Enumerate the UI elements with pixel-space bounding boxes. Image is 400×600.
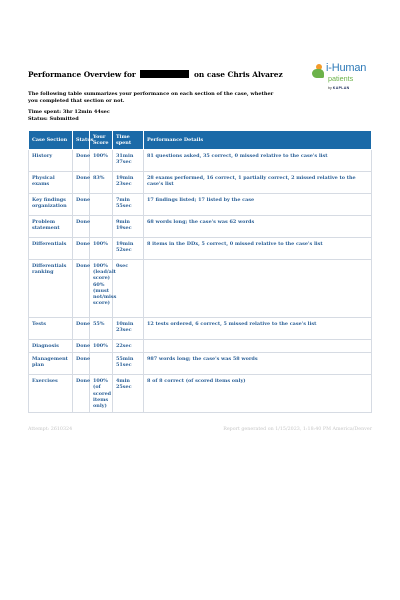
cell-section: Problem statement bbox=[29, 216, 73, 238]
cell-details: 8 items in the DDx, 5 correct, 0 missed relative to the case's list bbox=[144, 238, 372, 260]
cell-time: 9min 19sec bbox=[113, 216, 144, 238]
cell-score: 100% bbox=[90, 238, 113, 260]
cell-status: Done bbox=[73, 260, 90, 318]
table-row bbox=[29, 150, 372, 172]
cell-score: 55% bbox=[90, 318, 113, 340]
cell-score bbox=[90, 194, 113, 216]
cell-status: Done bbox=[73, 194, 90, 216]
table-row bbox=[29, 353, 372, 375]
table-row bbox=[29, 172, 372, 194]
table-row bbox=[29, 194, 372, 216]
table-row bbox=[29, 216, 372, 238]
cell-details: 8 of 8 correct (of scored items only) bbox=[144, 375, 372, 413]
cell-time: 4min 25sec bbox=[113, 375, 144, 413]
cell-section: Diagnosis bbox=[29, 340, 73, 353]
cell-status: Done bbox=[73, 150, 90, 172]
cell-time: 7min 55sec bbox=[113, 194, 144, 216]
header-status: Status bbox=[73, 131, 90, 150]
cell-section: Exercises bbox=[29, 375, 73, 413]
ihuman-logo bbox=[310, 62, 372, 102]
table-row bbox=[29, 318, 372, 340]
cell-status: Done bbox=[73, 375, 90, 413]
title-row bbox=[28, 62, 372, 90]
cell-score: 100% (of scored items only) bbox=[90, 375, 113, 413]
cell-score: 83% bbox=[90, 172, 113, 194]
header-case-section: Case Section bbox=[29, 131, 73, 150]
cell-details: 17 findings listed; 17 listed by the case bbox=[144, 194, 372, 216]
cell-status: Done bbox=[73, 318, 90, 340]
cell-details: 12 tests ordered, 6 correct, 5 missed relative to the case's list bbox=[144, 318, 372, 340]
performance-table bbox=[28, 130, 372, 413]
logo-mark-icon bbox=[312, 64, 326, 78]
report-generated: Report generated on 1/15/2023, 1:18:40 PM America/Denver bbox=[223, 427, 372, 433]
cell-time: 31min 37sec bbox=[113, 150, 144, 172]
report-page bbox=[28, 62, 372, 437]
cell-time: 22sec bbox=[113, 340, 144, 353]
cell-time: 55min 51sec bbox=[113, 353, 144, 375]
header-score: Your Score bbox=[90, 131, 113, 150]
cell-section: History bbox=[29, 150, 73, 172]
table-body bbox=[29, 150, 372, 413]
cell-section: Management plan bbox=[29, 353, 73, 375]
cell-details: 68 words long; the case's was 62 words bbox=[144, 216, 372, 238]
cell-score bbox=[90, 216, 113, 238]
cell-status: Done bbox=[73, 340, 90, 353]
logo-word-patients: patients bbox=[328, 74, 354, 83]
status-text: Status: Submitted bbox=[28, 116, 79, 122]
table-header-row bbox=[29, 131, 372, 150]
cell-time: 0sec bbox=[113, 260, 144, 318]
cell-status: Done bbox=[73, 353, 90, 375]
attempt-id: Attempt: 2610324 bbox=[28, 427, 73, 433]
cell-details: 28 exams performed, 16 correct, 1 partially correct, 2 missed relative to the case's list bbox=[144, 172, 372, 194]
cell-score: 100% bbox=[90, 150, 113, 172]
cell-status: Done bbox=[73, 238, 90, 260]
time-spent: Time spent: 3hr 12min 44sec bbox=[28, 109, 110, 115]
table-row bbox=[29, 340, 372, 353]
cell-section: Key findings organization bbox=[29, 194, 73, 216]
header-details: Performance Details bbox=[144, 131, 372, 150]
table-row bbox=[29, 238, 372, 260]
cell-time: 19min 52sec bbox=[113, 238, 144, 260]
cell-time: 10min 23sec bbox=[113, 318, 144, 340]
title-prefix: Performance Overview for bbox=[28, 70, 136, 79]
cell-details bbox=[144, 260, 372, 318]
cell-section: Differentials ranking bbox=[29, 260, 73, 318]
header-time: Time spent bbox=[113, 131, 144, 150]
redacted-name bbox=[140, 70, 189, 78]
intro-text: The following table summarizes your performance on each section of the case, whether you completed that section or not. bbox=[28, 91, 274, 104]
logo-byline: by KAPLAN bbox=[328, 86, 350, 90]
cell-details: 81 questions asked, 35 correct, 0 missed relative to the case's list bbox=[144, 150, 372, 172]
cell-section: Tests bbox=[29, 318, 73, 340]
cell-score: 100% bbox=[90, 340, 113, 353]
cell-section: Physical exams bbox=[29, 172, 73, 194]
table-row bbox=[29, 375, 372, 413]
meta-block bbox=[28, 109, 372, 123]
cell-details: 987 words long; the case's was 58 words bbox=[144, 353, 372, 375]
logo-word-human: i-Human bbox=[326, 62, 367, 74]
page-title bbox=[28, 70, 283, 79]
cell-details bbox=[144, 340, 372, 353]
cell-section: Differentials bbox=[29, 238, 73, 260]
cell-status: Done bbox=[73, 172, 90, 194]
title-suffix: on case Chris Alvarez bbox=[193, 70, 283, 79]
table-row bbox=[29, 260, 372, 318]
cell-time: 19min 23sec bbox=[113, 172, 144, 194]
footer bbox=[28, 427, 372, 437]
cell-score bbox=[90, 353, 113, 375]
cell-score: 100% (lead/alt score) 60% (must not/miss score) bbox=[90, 260, 113, 318]
cell-status: Done bbox=[73, 216, 90, 238]
